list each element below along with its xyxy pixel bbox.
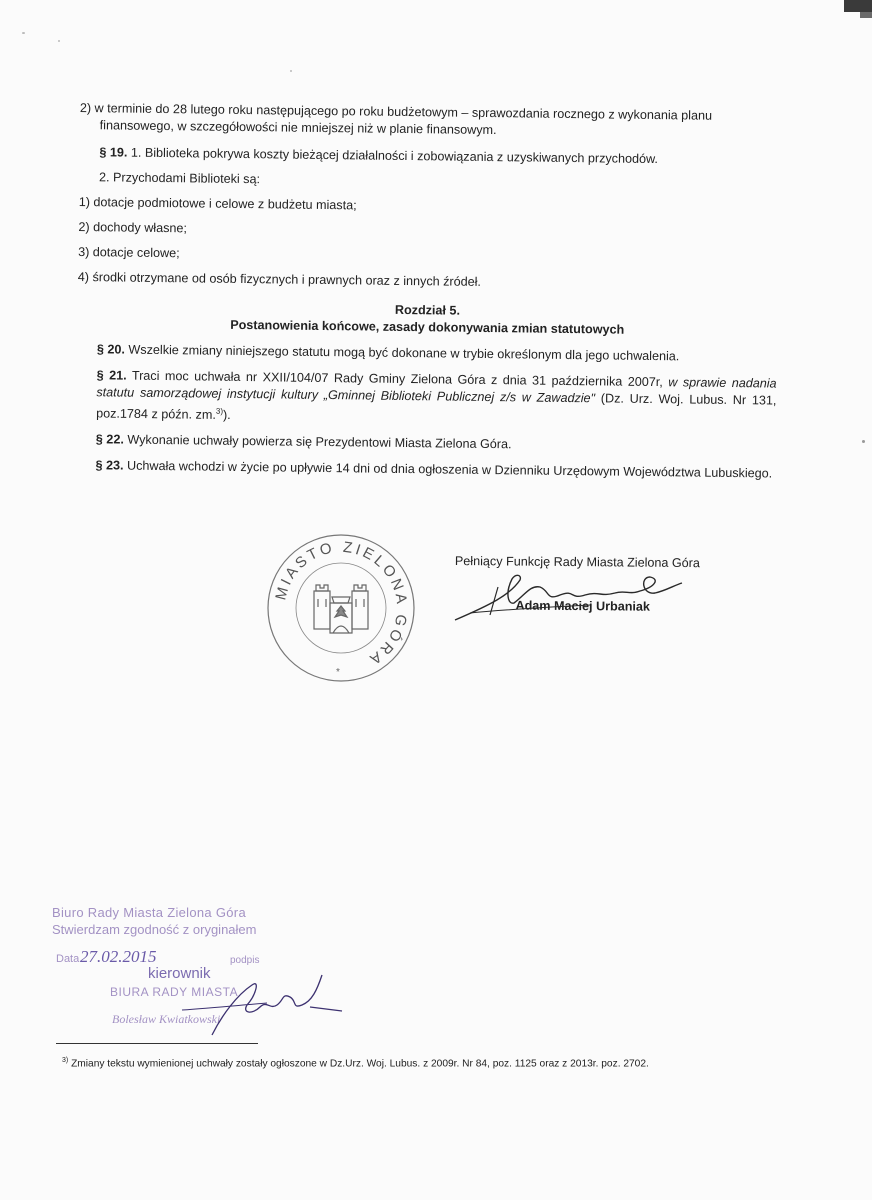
paragraph-19: § 19. 1. Biblioteka pokrywa koszty bieżącej działalności i zobowiązania z uzyskiwanych przychodów. bbox=[99, 145, 659, 167]
stamp-handwritten-signature bbox=[152, 965, 352, 1040]
section-label: § 19. bbox=[99, 145, 128, 160]
list-item: 2) w terminie do 28 lutego roku następującego po roku budżetowym – sprawozdania rocznego z wykonania planu bbox=[79, 100, 713, 123]
footnote-marker: 3) bbox=[62, 1057, 69, 1064]
income-intro: 2. Przychodami Biblioteki są: bbox=[98, 170, 261, 187]
signatory-role: Pełniący Funkcję Rady Miasta Zielona Góra bbox=[454, 554, 700, 571]
footnote-divider bbox=[56, 1043, 258, 1044]
scan-edge-mark bbox=[860, 12, 872, 18]
footnote bbox=[62, 1057, 762, 1069]
coat-of-arms-icon bbox=[314, 585, 368, 633]
footnote-text: Zmiany tekstu wymienionej uchwały zostały ogłoszone w Dz.Urz. Woj. Lubus. z 2009r. Nr 84, poz. 1125 oraz z 2013r. poz. 2702. bbox=[71, 1058, 649, 1070]
section-label: § 21. bbox=[96, 368, 127, 383]
stamp-office-line: Biuro Rady Miasta Zielona Góra bbox=[52, 905, 246, 920]
income-item: 1) dotacje podmiotowe i celowe z budżetu miasta; bbox=[78, 194, 357, 213]
stamp-signer: Bolesław Kwiatkowski bbox=[112, 1012, 221, 1026]
paragraph-23: § 23. Uchwała wchodzi w życie po upływie 14 dni od dnia ogłoszenia w Dzienniku Urzędowym Województwa Lubuskiego. bbox=[95, 458, 773, 481]
paragraph-22: § 22. Wykonanie uchwały powierza się Prezydentowi Miasta Zielona Góra. bbox=[95, 432, 512, 452]
scan-edge-mark bbox=[844, 0, 872, 12]
scan-speck bbox=[58, 40, 60, 42]
section-label: § 20. bbox=[96, 342, 126, 357]
chapter-title: Rozdział 5. bbox=[394, 302, 461, 318]
income-item: 3) dotacje celowe; bbox=[78, 244, 180, 261]
stamp-title: kierownik bbox=[148, 965, 211, 982]
seal-star: * bbox=[336, 667, 340, 678]
stamp-date-label: Data bbox=[56, 953, 80, 965]
scan-speck bbox=[290, 70, 292, 72]
section-label: § 23. bbox=[95, 458, 124, 473]
list-item-continuation: finansowego, w szczegółowości nie mniejszej niż w planie finansowym. bbox=[99, 118, 497, 138]
scan-speck bbox=[862, 440, 865, 443]
chapter-subtitle: Postanowienia końcowe, zasady dokonywania zmian statutowych bbox=[230, 317, 625, 337]
stamp-office: BIURA RADY MIASTA bbox=[110, 985, 239, 999]
income-item: 4) środki otrzymane od osób fizycznych i prawnych oraz z innych źródeł. bbox=[77, 269, 482, 289]
stamp-certify-line: Stwierdzam zgodność z oryginałem bbox=[52, 922, 257, 937]
stamp-sign-label: podpis bbox=[230, 955, 260, 966]
city-seal-emblem bbox=[266, 533, 416, 683]
section-label: § 22. bbox=[95, 432, 124, 447]
certification-stamp bbox=[52, 905, 292, 1026]
city-seal bbox=[266, 533, 416, 683]
paragraph-21: § 21. Traci moc uchwała nr XXII/104/07 Rady Gminy Zielona Góra z dnia 31 października 2007r, w sprawie nadania statutu samorządowej instytucji kultury „Gminnej Biblioteki Publicznej z/s w Zawadzie" (Dz. Urz. Woj. Lubus. Nr 131, poz.1784 z późn. zm.$^{3)}$). bbox=[96, 368, 777, 423]
stamp-date-value: 27.02.2015 bbox=[80, 947, 157, 966]
signatory-name: Adam Maciej Urbaniak bbox=[515, 598, 650, 614]
income-item: 2) dochody własne; bbox=[78, 219, 188, 236]
svg-text:MIASTO ZIELONA GÓRA bbox=[272, 539, 410, 669]
scan-speck bbox=[22, 32, 25, 34]
paragraph-20: § 20. Wszelkie zmiany niniejszego statutu mogą być dokonane w trybie określonym dla jego uchwalenia. bbox=[96, 342, 680, 364]
handwritten-signature bbox=[450, 565, 690, 625]
document-body bbox=[75, 100, 780, 483]
seal-text: MIASTO ZIELONA GÓRA bbox=[272, 538, 411, 670]
